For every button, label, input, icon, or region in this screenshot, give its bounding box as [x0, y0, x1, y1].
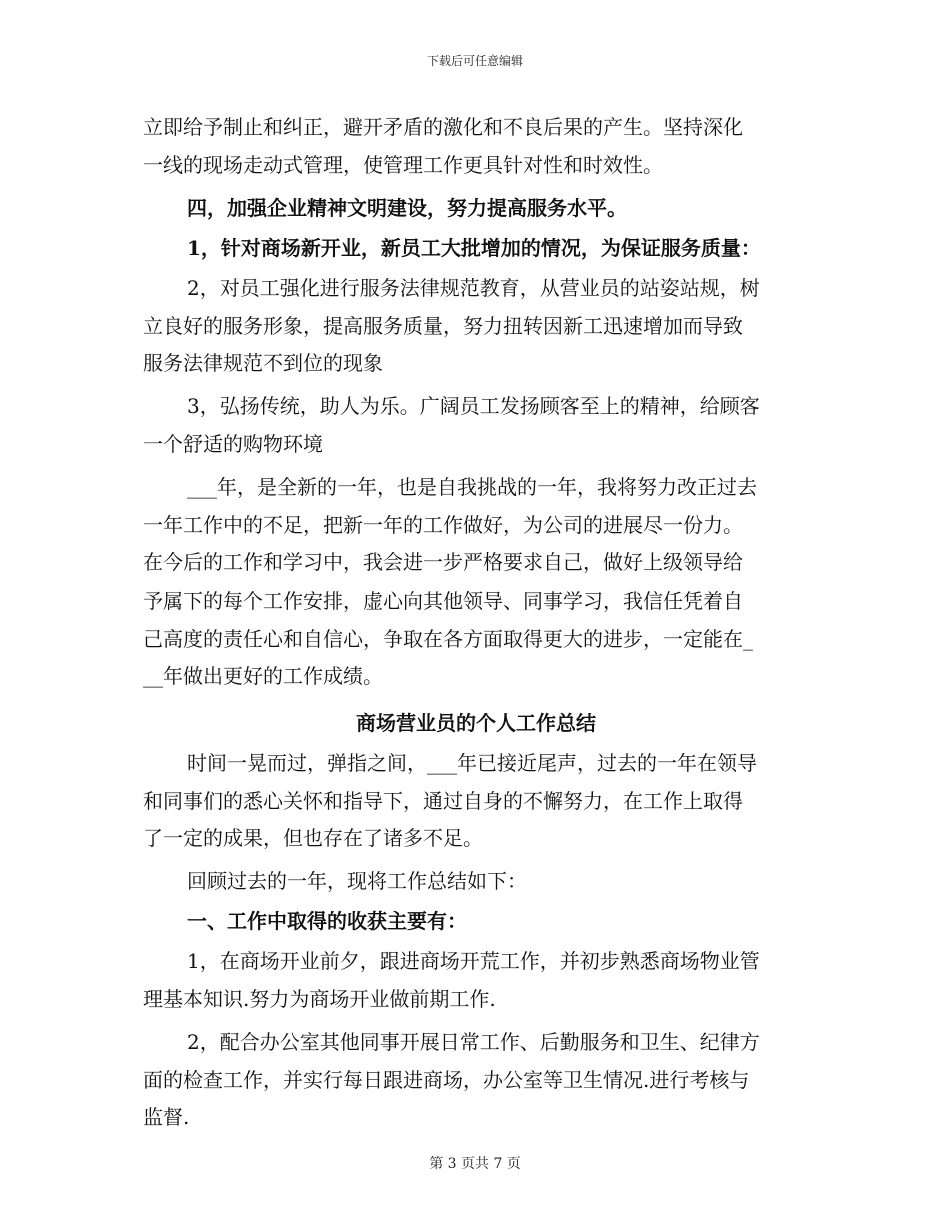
body-line: 面的检查工作，并实行每日跟进商场，办公室等卫生情况.进行考核与 — [143, 1068, 750, 1092]
body-line: 理基本知识.努力为商场开业做前期工作. — [143, 987, 496, 1011]
body-line: 立即给予制止和纠正，避开矛盾的激化和不良后果的产生。坚持深化 — [143, 115, 743, 139]
document-title: 商场营业员的个人工作总结 — [356, 711, 596, 735]
page-header: 下载后可任意编辑 — [426, 54, 523, 68]
body-line: 予属下的每个工作安排，虚心向其他领导、同事学习，我信任凭着自 — [143, 589, 743, 613]
list-item: 1，在商场开业前夕，跟进商场开荒工作，并初步熟悉商场物业管 — [187, 949, 760, 973]
body-line: 一年工作中的不足，把新一年的工作做好，为公司的进展尽一份力。 — [143, 513, 743, 537]
list-item: 2，对员工强化进行服务法律规范教育，从营业员的站姿站规，树 — [187, 276, 760, 300]
body-line: 了一定的成果，但也存在了诸多不足。 — [143, 826, 483, 850]
paragraph-start: 时间一晃而过，弹指之间，___年已接近尾声，过去的一年在领导 — [187, 751, 757, 775]
body-line: 在今后的工作和学习中，我会进一步严格要求自己，做好上级领导给 — [143, 550, 743, 574]
list-item: 3，弘扬传统，助人为乐。广阔员工发扬顾客至上的精神，给顾客 — [187, 394, 760, 418]
section-heading: 四，加强企业精神文明建设，努力提高服务水平。 — [187, 196, 627, 220]
body-line: 服务法律规范不到位的现象 — [143, 351, 383, 375]
body-line: 一线的现场走动式管理，使管理工作更具针对性和时效性。 — [143, 153, 663, 177]
list-item: 2，配合办公室其他同事开展日常工作、后勤服务和卫生、纪律方 — [187, 1030, 760, 1054]
body-line: __年做出更好的工作成绩。 — [143, 664, 383, 688]
page-number: 第 3 页共 7 页 — [429, 1156, 521, 1172]
paragraph-start: 回顾过去的一年，现将工作总结如下： — [187, 869, 527, 893]
paragraph-start: ___年，是全新的一年，也是自我挑战的一年，我将努力改正过去 — [187, 475, 757, 499]
body-line: 监督. — [143, 1105, 190, 1129]
document-body — [143, 107, 809, 1136]
body-line: 和同事们的悉心关怀和指导下，通过自身的不懈努力，在工作上取得 — [143, 789, 743, 813]
body-line: 立良好的服务形象，提高服务质量，努力扭转因新工迅速增加而导致 — [143, 314, 743, 338]
body-line: 一个舒适的购物环境 — [143, 432, 323, 456]
list-item-heading: 1，针对商场新开业，新员工大批增加的情况，为保证服务质量： — [187, 236, 761, 260]
section-heading: 一、工作中取得的收获主要有： — [187, 909, 467, 933]
body-line: 己高度的责任心和自信心，争取在各方面取得更大的进步，一定能在_ — [143, 627, 753, 651]
